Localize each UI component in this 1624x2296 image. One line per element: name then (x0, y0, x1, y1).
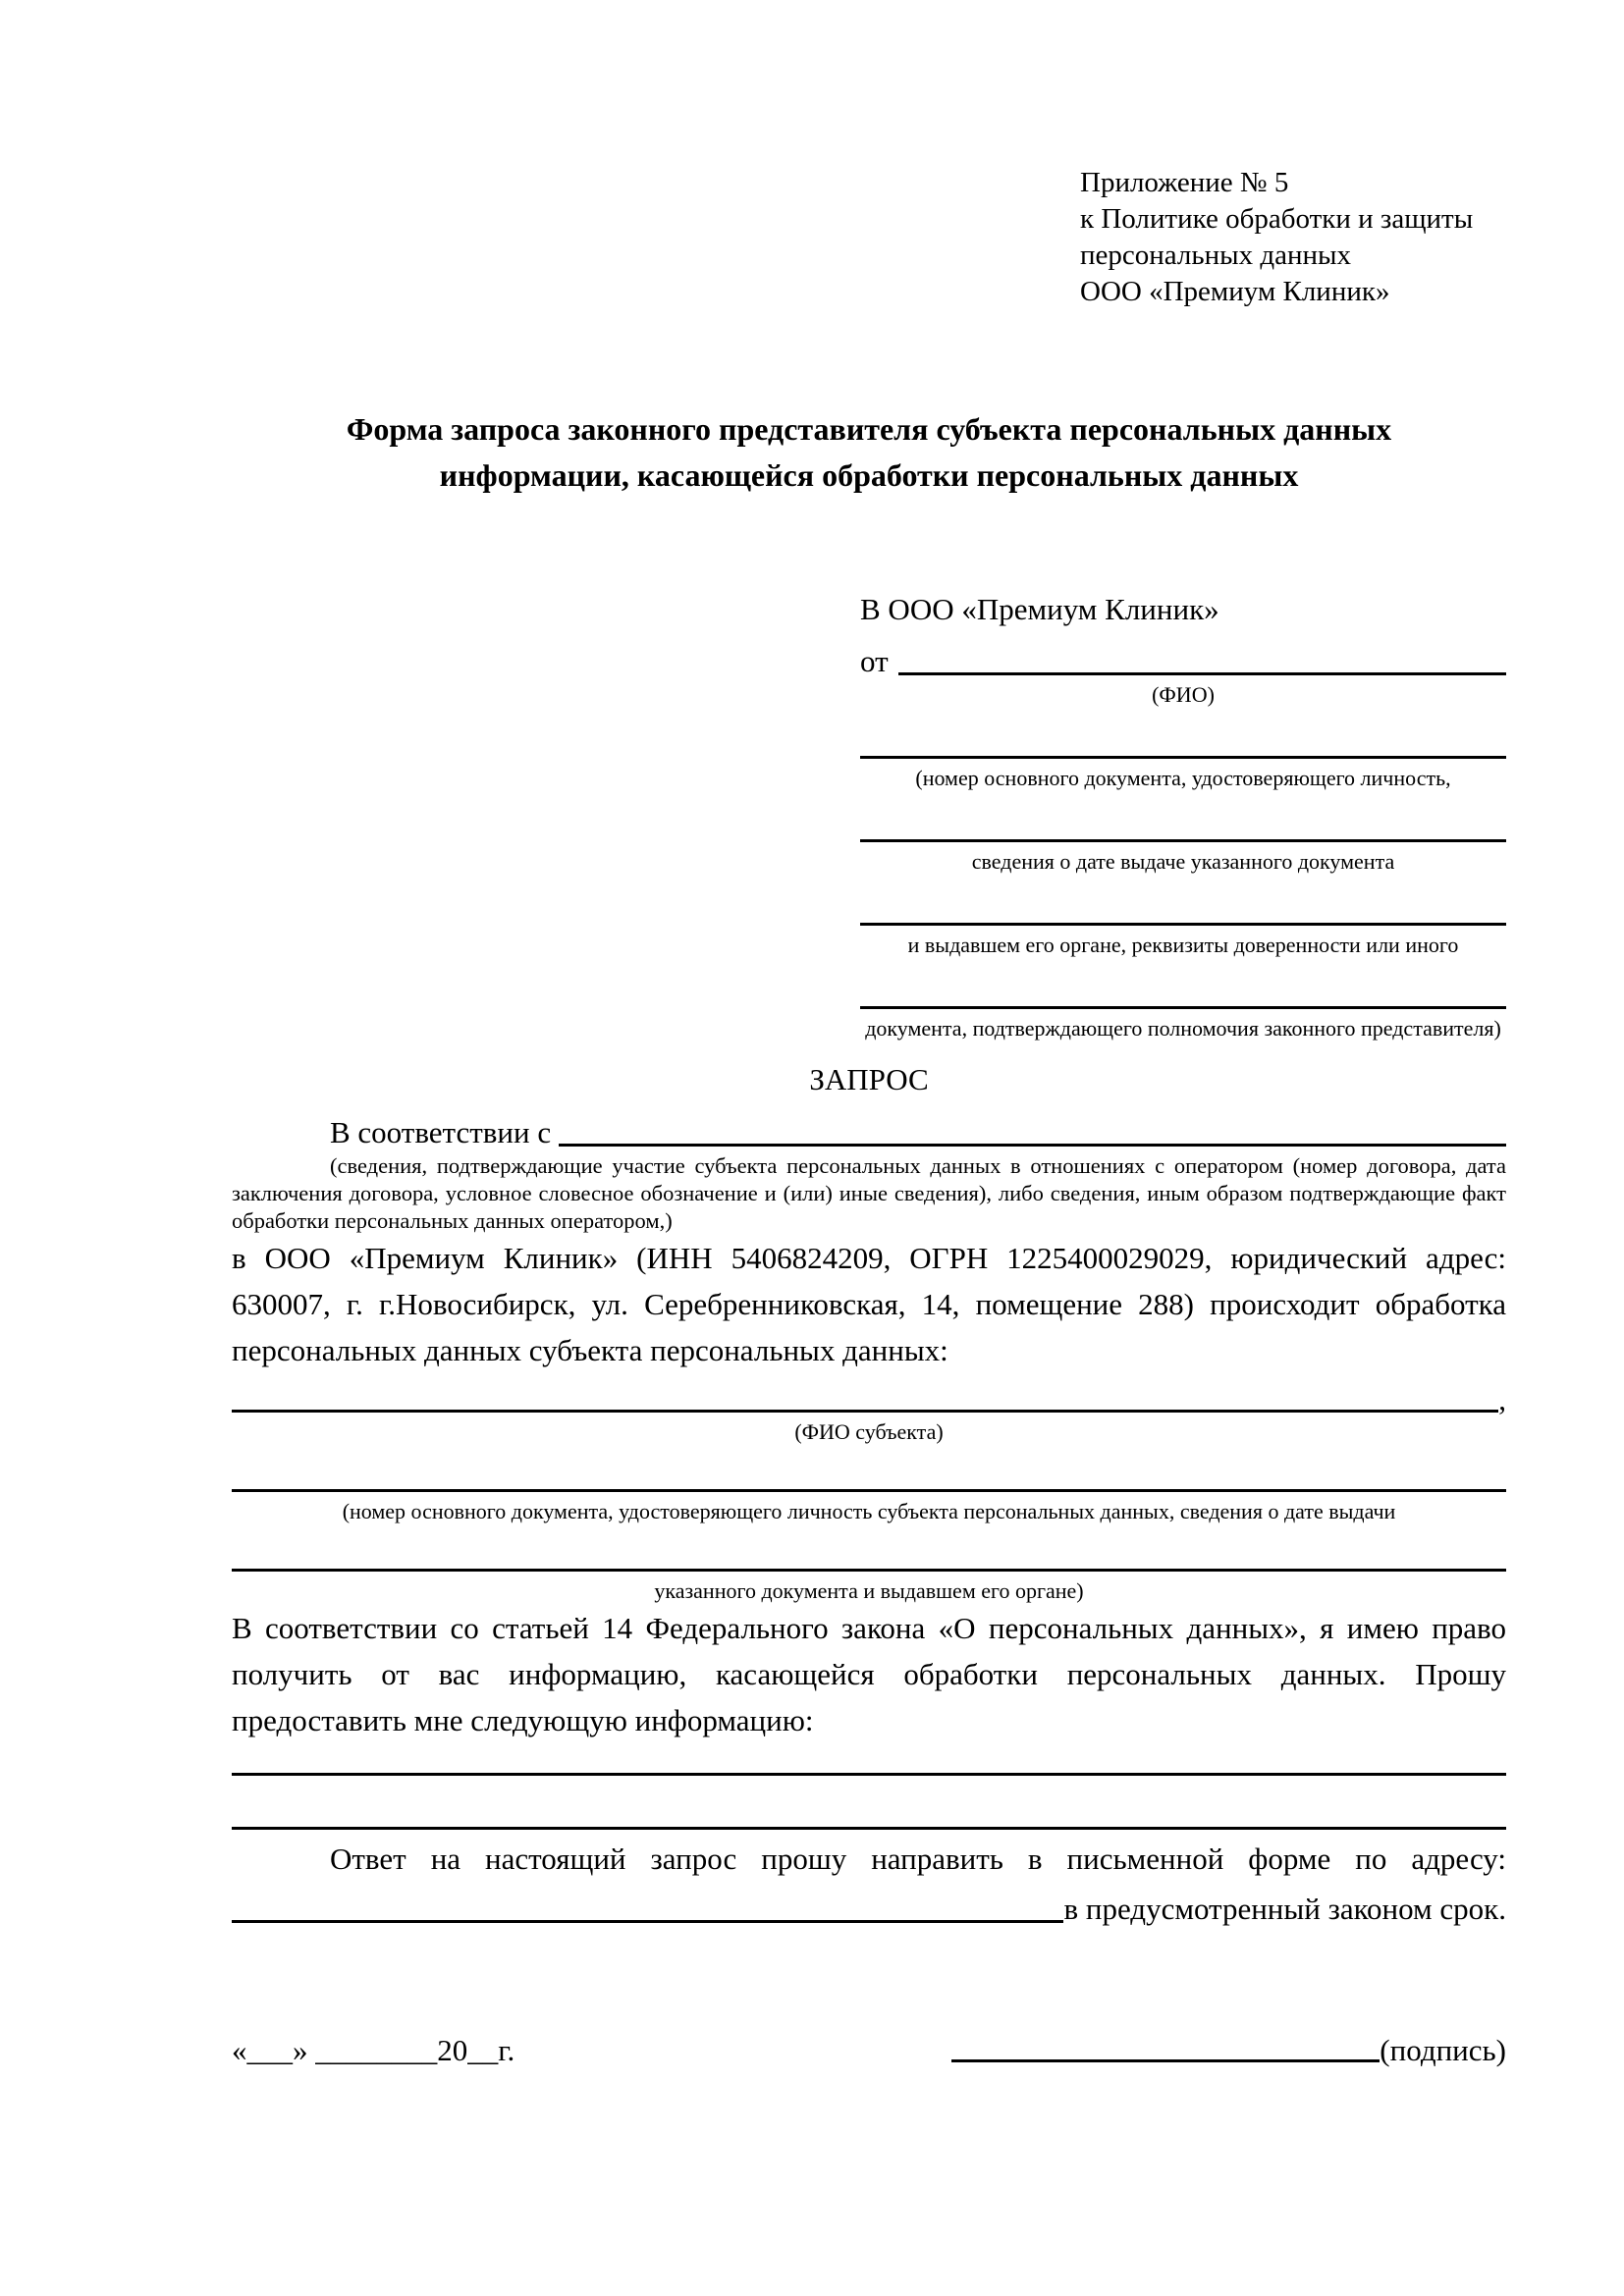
page-title-line2: информации, касающейся обработки персональных данных (439, 457, 1299, 493)
information-blank-line (232, 1827, 1506, 1830)
representative-doc-caption: (номер основного документа, удостоверяющего личность, (915, 766, 1451, 790)
subject-doc-caption: указанного документа и выдавшем его органе) (654, 1578, 1084, 1603)
appendix-note-line: персональных данных (1080, 240, 1352, 271)
recipient-block (860, 589, 1506, 1042)
address-blank-line (232, 1920, 1063, 1923)
signature-caption: (подпись) (1380, 2033, 1506, 2067)
appendix-note-line: ООО «Премиум Клиник» (1080, 276, 1390, 307)
accordance-field-row (232, 1105, 1506, 1152)
from-label: от (860, 644, 889, 678)
from-field-row (860, 634, 1506, 681)
subject-fio-field-row (232, 1373, 1506, 1418)
operator-paragraph: в ООО «Премиум Клиник» (ИНН 5406824209, ОГРН 1225400029029, юридический адрес: 630007, г. г.Новосибирск, ул. Серебренниковская, 14, помещение 288) происходит обработка персональных данных субъекта персональных данных: (232, 1241, 1506, 1367)
page-title (232, 406, 1506, 499)
from-blank-line (898, 672, 1506, 675)
subject-fio-blank-line (232, 1410, 1498, 1413)
subject-doc-blank-line (232, 1569, 1506, 1572)
footer-row (232, 2031, 1506, 2070)
subject-doc-caption: (номер основного документа, удостоверяющего личность субъекта персональных данных, сведения о дате выдачи (342, 1499, 1396, 1523)
page-title-line1: Форма запроса законного представителя субъекта персональных данных (346, 411, 1392, 447)
representative-doc-blank-line (860, 756, 1506, 759)
signature-blank-line (951, 2059, 1380, 2062)
representative-doc-blank-line (860, 839, 1506, 842)
answer-paragraph: Ответ на настоящий запрос прошу направить в письменной форме по адресу: (330, 1842, 1506, 1876)
signature-group (951, 2031, 1506, 2070)
representative-doc-caption: документа, подтверждающего полномочия законного представителя) (865, 1016, 1501, 1041)
appendix-note (1080, 165, 1506, 310)
answer-address-row (232, 1882, 1506, 1929)
information-blank-line (232, 1773, 1506, 1776)
appendix-note-line: к Политике обработки и защиты (1080, 203, 1474, 235)
subject-doc-blank-line (232, 1489, 1506, 1492)
trailing-comma: , (1498, 1382, 1506, 1416)
representative-doc-blank-line (860, 923, 1506, 926)
law-paragraph: В соответствии со статьей 14 Федерального закона «О персональных данных», я имею право получить от вас информацию, касающейся обработки персональных данных. Прошу предоставить мне следующую информацию: (232, 1611, 1506, 1737)
accordance-label: В соответствии с (330, 1115, 552, 1149)
representative-doc-caption: сведения о дате выдаче указанного документа (971, 849, 1395, 874)
recipient-org: В ООО «Премиум Клиник» (860, 592, 1219, 626)
fio-caption: (ФИО) (1152, 682, 1215, 707)
accordance-note: (сведения, подтверждающие участие субъекта персональных данных в отношениях с оператором (номер договора, дата заключения договора, условное словесное обозначение и (или) иные сведения), либо сведения, иным образом подтверждающие факт обработки персональных данных оператором,) (232, 1153, 1506, 1233)
accordance-blank-line (559, 1144, 1506, 1147)
appendix-note-line: Приложение № 5 (1080, 167, 1289, 198)
answer-tail-text: в предусмотренный законом срок. (1063, 1892, 1506, 1926)
representative-doc-blank-line (860, 1006, 1506, 1009)
request-heading: ЗАПРОС (809, 1062, 929, 1096)
date-field: «___» ________20__г. (232, 2033, 515, 2067)
representative-doc-caption: и выдавшем его органе, реквизиты доверенности или иного (907, 933, 1459, 957)
subject-fio-caption: (ФИО субъекта) (794, 1419, 944, 1444)
